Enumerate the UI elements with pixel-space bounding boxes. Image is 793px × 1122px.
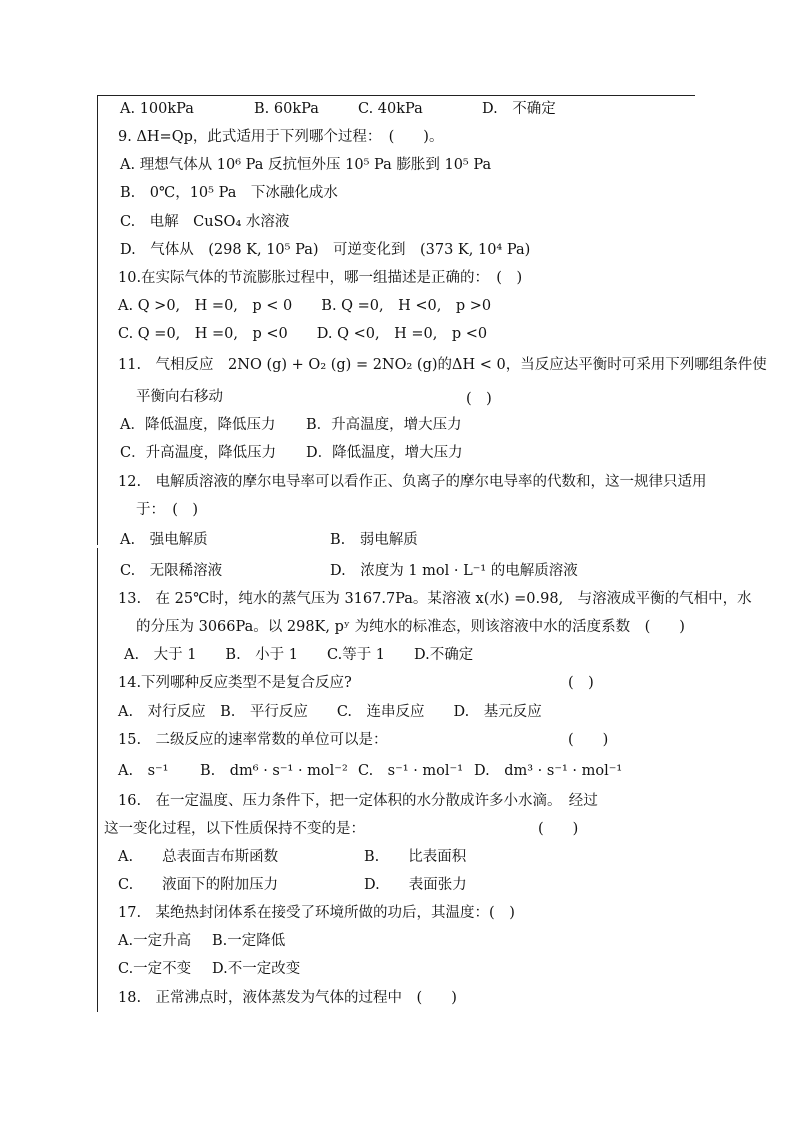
q17-option-a: A.一定升高 bbox=[118, 933, 192, 949]
q11-stem: 11. 气相反应 2NO (g) + O₂ (g) = 2NO₂ (g)的ΔH < 0，当反应达平衡时可采用下列哪组条件使 bbox=[118, 357, 767, 373]
q8-option-d: D. 不确定 bbox=[482, 101, 556, 117]
q16-option-a: A. 总表面吉布斯函数 bbox=[118, 849, 279, 865]
q14-answer-paren: ( ) bbox=[568, 675, 594, 691]
q13-stem-cont: 的分压为 3066Pa。以 298K, pʸ 为纯水的标准态，则该溶液中水的活度系数 ( ) bbox=[136, 619, 685, 635]
q11-option-c: C．升高温度，降低压力 bbox=[120, 445, 277, 461]
q17-stem: 17. 某绝热封闭体系在接受了环境所做的功后，其温度：( ) bbox=[118, 905, 515, 921]
table-left-border-lower bbox=[97, 548, 98, 1012]
q12-stem: 12. 电解质溶液的摩尔电导率可以看作正、负离子的摩尔电导率的代数和，这一规律只适用 bbox=[118, 474, 707, 490]
q9-option-a: A. 理想气体从 10⁶ Pa 反抗恒外压 10⁵ Pa 膨胀到 10⁵ Pa bbox=[120, 157, 492, 173]
q11-stem-cont: 平衡向右移动 bbox=[136, 389, 223, 405]
q10-stem: 10.在实际气体的节流膨胀过程中，哪一组描述是正确的： ( ) bbox=[118, 270, 523, 286]
q13-options: A. 大于 1 B. 小于 1 C.等于 1 D.不确定 bbox=[124, 647, 474, 663]
q12-option-d: D. 浓度为 1 mol · L⁻¹ 的电解质溶液 bbox=[330, 563, 578, 579]
q16-stem-cont: 这一变化过程，以下性质保持不变的是： bbox=[104, 821, 365, 837]
q15-option-a: A. s⁻¹ bbox=[118, 763, 169, 779]
q15-option-c: C. s⁻¹ · mol⁻¹ bbox=[358, 763, 464, 779]
q18-stem: 18. 正常沸点时，液体蒸发为气体的过程中 ( ) bbox=[118, 990, 457, 1006]
q15-option-d: D. dm³ · s⁻¹ · mol⁻¹ bbox=[474, 763, 623, 779]
q10-options-row2: C. Q =0, H =0, p <0 D. Q <0, H =0, p <0 bbox=[118, 326, 488, 342]
q9-option-c: C. 电解 CuSO₄ 水溶液 bbox=[120, 214, 290, 230]
q16-option-c: C. 液面下的附加压力 bbox=[118, 877, 279, 893]
q17-option-b: B.一定降低 bbox=[212, 933, 286, 949]
q9-stem: 9. ΔH=Qp，此式适用于下列哪个过程： ( )。 bbox=[118, 129, 444, 145]
q11-option-a: A．降低温度，降低压力 bbox=[120, 417, 276, 433]
q11-option-b: B．升高温度，增大压力 bbox=[306, 417, 462, 433]
q14-options: A. 对行反应 B. 平行反应 C. 连串反应 D. 基元反应 bbox=[118, 704, 542, 720]
q15-stem: 15. 二级反应的速率常数的单位可以是： bbox=[118, 732, 388, 748]
q8-option-c: C. 40kPa bbox=[358, 101, 423, 117]
q14-stem: 14.下列哪种反应类型不是复合反应? bbox=[118, 675, 352, 691]
q13-stem: 13. 在 25℃时，纯水的蒸气压为 3167.7Pa。某溶液 x(水) =0.98, 与溶液成平衡的气相中，水 bbox=[118, 591, 752, 607]
q16-answer-paren: ( ) bbox=[538, 821, 579, 837]
q9-option-d: D. 气体从 (298 K, 10⁵ Pa) 可逆变化到 (373 K, 10⁴ Pa) bbox=[120, 242, 531, 258]
q12-option-a: A. 强电解质 bbox=[120, 532, 208, 548]
q16-stem: 16. 在一定温度、压力条件下，把一定体积的水分散成许多小水滴。 经过 bbox=[118, 793, 598, 809]
q12-option-b: B. 弱电解质 bbox=[330, 532, 418, 548]
q17-option-c: C.一定不变 bbox=[118, 961, 192, 977]
q15-option-b: B. dm⁶ · s⁻¹ · mol⁻² bbox=[200, 763, 348, 779]
q12-option-c: C. 无限稀溶液 bbox=[120, 563, 223, 579]
q12-stem-cont: 于： ( ) bbox=[136, 502, 199, 518]
table-left-border bbox=[97, 95, 98, 545]
q17-option-d: D.不一定改变 bbox=[212, 961, 301, 977]
q8-option-b: B. 60kPa bbox=[254, 101, 319, 117]
q9-option-b: B. 0℃，10⁵ Pa 下冰融化成水 bbox=[120, 185, 338, 201]
q16-option-b: B. 比表面积 bbox=[364, 849, 467, 865]
q15-answer-paren: ( ) bbox=[568, 732, 609, 748]
q11-option-d: D．降低温度，增大压力 bbox=[306, 445, 463, 461]
q16-option-d: D. 表面张力 bbox=[364, 877, 467, 893]
table-top-border bbox=[97, 95, 695, 96]
q10-options-row1: A. Q >0, H =0, p < 0 B. Q =0, H <0, p >0 bbox=[118, 298, 492, 314]
q8-option-a: A. 100kPa bbox=[120, 101, 194, 117]
q11-answer-paren: ( ) bbox=[466, 391, 492, 407]
